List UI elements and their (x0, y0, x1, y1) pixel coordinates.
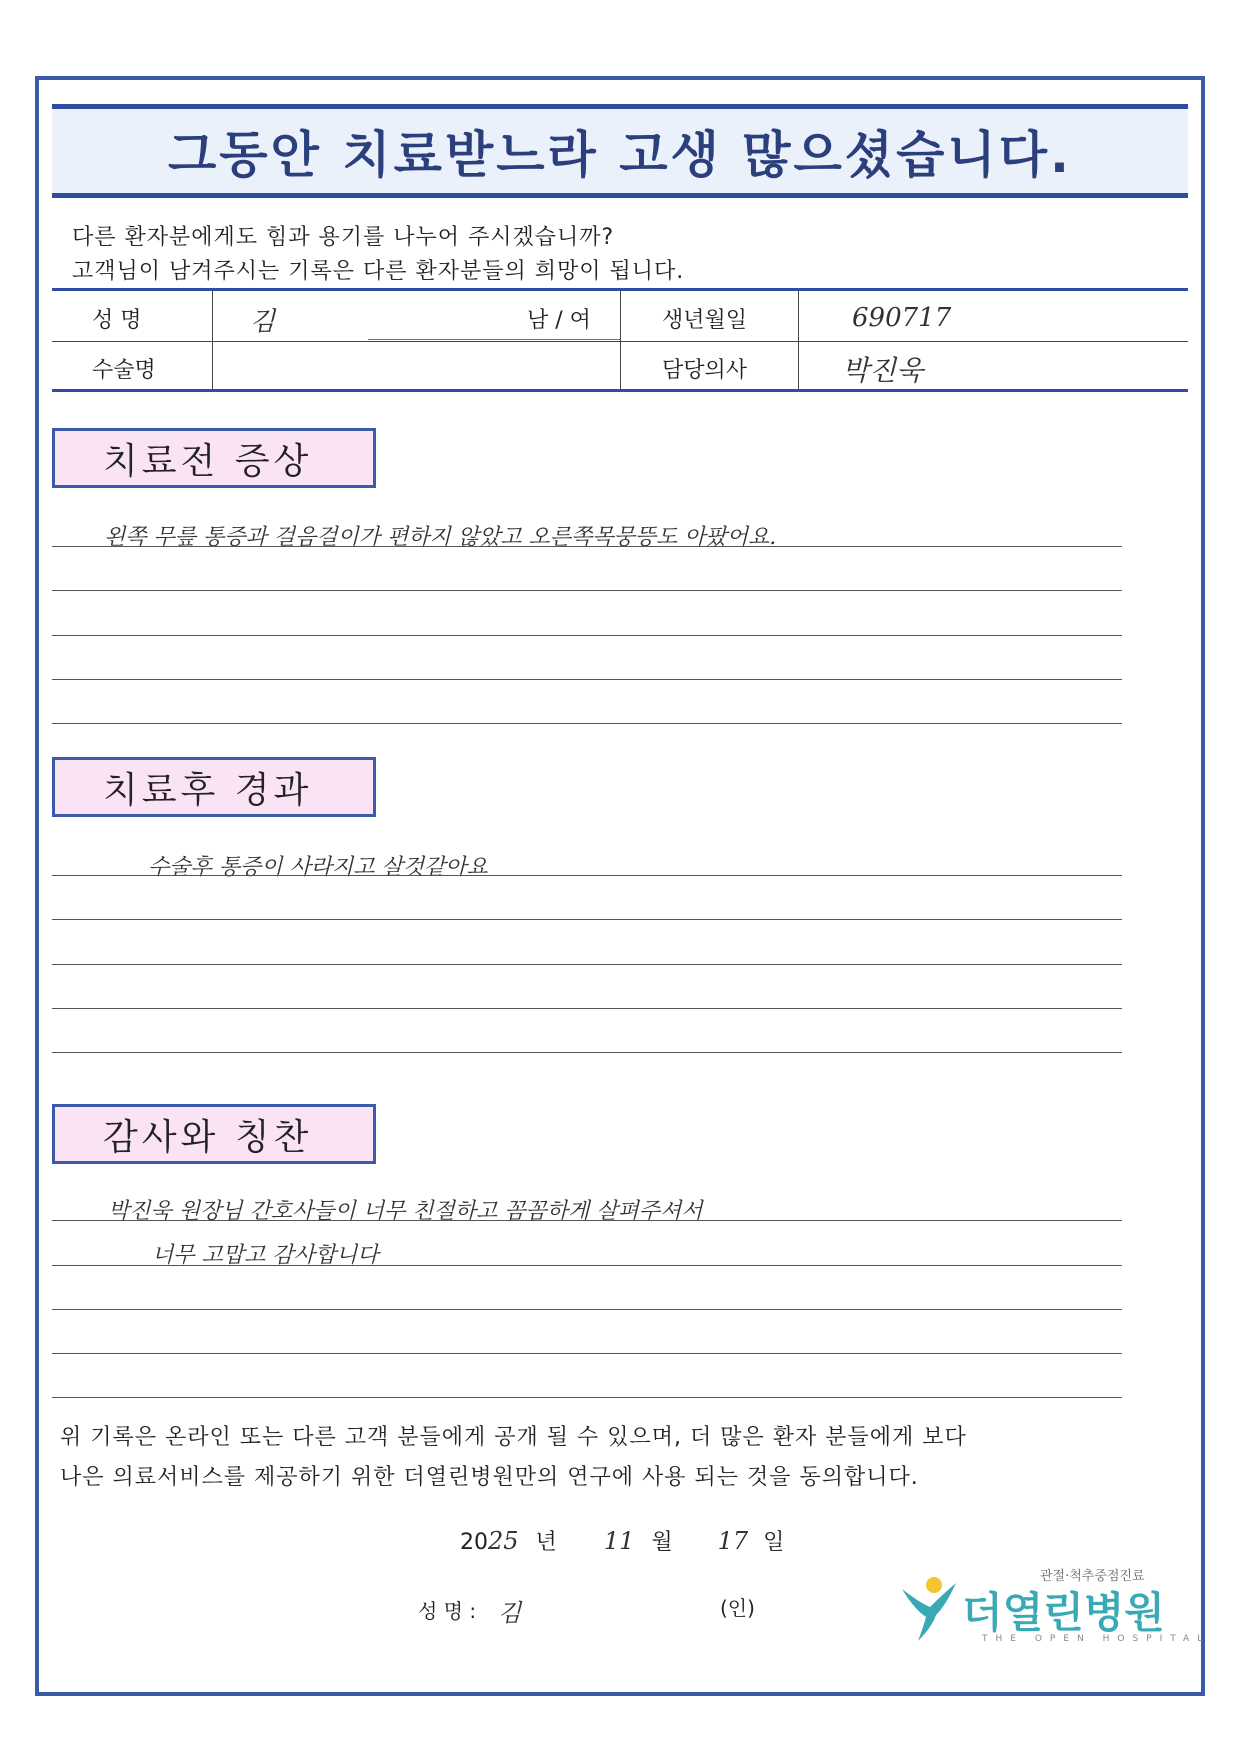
writing-line (52, 635, 1122, 636)
section-before-title (52, 428, 376, 488)
writing-line (52, 1220, 1122, 1221)
surgery-label: 수술명 (92, 358, 156, 383)
info-col-divider (620, 291, 621, 389)
doctor-label: 담당의사 (662, 358, 748, 383)
info-col-divider (212, 291, 213, 389)
section-before-label: 치료전 증상 (103, 440, 313, 482)
page-title: 그동안 치료받느라 고생 많으셨습니다. (167, 126, 1072, 184)
birth-value: 690717 (852, 303, 952, 333)
doctor-value: 박진욱 (842, 354, 924, 387)
writing-line (52, 723, 1122, 724)
date-year-prefix: 20 (460, 1530, 488, 1555)
logo-tagline: 관절·척추중점진료 (1040, 1569, 1145, 1584)
date-day-unit: 일 (763, 1530, 785, 1555)
writing-line (52, 1309, 1122, 1310)
logo-english: THE OPEN HOSPITAL (982, 1634, 1211, 1644)
writing-line (52, 964, 1122, 965)
after-text-line-1: 수술후 통증이 사라지고 살것같아요 (148, 855, 488, 880)
date-month-unit: 월 (651, 1530, 673, 1555)
birth-label: 생년월일 (662, 308, 748, 333)
writing-line (52, 679, 1122, 680)
thanks-text-line-1: 박진욱 원장님 간호사들이 너무 친절하고 꼼꼼하게 살펴주셔서 (108, 1199, 703, 1224)
date-year-unit: 년 (535, 1530, 557, 1555)
writing-line (52, 1008, 1122, 1009)
hospital-logo-icon (898, 1575, 960, 1645)
form-header (52, 104, 1188, 198)
info-col-divider (798, 291, 799, 389)
section-thanks-label: 감사와 칭찬 (103, 1116, 313, 1158)
date-day: 17 (717, 1527, 749, 1555)
name-label: 성 명 (92, 308, 142, 333)
date-line (460, 1525, 784, 1556)
signature-label: 성 명 : (418, 1599, 477, 1623)
writing-line (52, 919, 1122, 920)
before-text-line-1: 왼쪽 무릎 통증과 걸음걸이가 편하지 않았고 오른쪽목뭉뜽도 아팠어요. (104, 525, 777, 550)
consent-line-1: 위 기록은 온라인 또는 다른 고객 분들에게 공개 될 수 있으며, 더 많은 환자 분들에게 보다 (60, 1425, 967, 1450)
gender-label: 남 / 여 (527, 308, 591, 333)
intro-line-1: 다른 환자분에게도 힘과 용기를 나누어 주시겠습니까? (72, 225, 615, 250)
section-thanks-title (52, 1104, 376, 1164)
writing-line (52, 1052, 1122, 1053)
signature-name: 김 (498, 1599, 522, 1627)
writing-line (52, 590, 1122, 591)
date-month: 11 (603, 1527, 635, 1555)
writing-line (52, 1265, 1122, 1266)
thanks-text-line-2: 너무 고맙고 감사합니다 (152, 1243, 379, 1268)
seal-mark: (인) (720, 1596, 755, 1620)
writing-line (52, 1353, 1122, 1354)
section-after-title (52, 757, 376, 817)
date-year: 25 (488, 1527, 519, 1555)
name-value: 김 (250, 307, 276, 337)
writing-line (52, 1397, 1122, 1398)
writing-line (52, 875, 1122, 876)
name-underline (368, 339, 620, 340)
writing-line (52, 546, 1122, 547)
patient-info-table (52, 288, 1188, 392)
section-after-label: 치료후 경과 (103, 769, 313, 811)
consent-line-2: 나은 의료서비스를 제공하기 위한 더열린병원만의 연구에 사용 되는 것을 동의합니다. (60, 1465, 919, 1490)
logo-name: 더열린병원 (962, 1588, 1165, 1637)
intro-line-2: 고객님이 남겨주시는 기록은 다른 환자분들의 희망이 됩니다. (72, 259, 685, 284)
